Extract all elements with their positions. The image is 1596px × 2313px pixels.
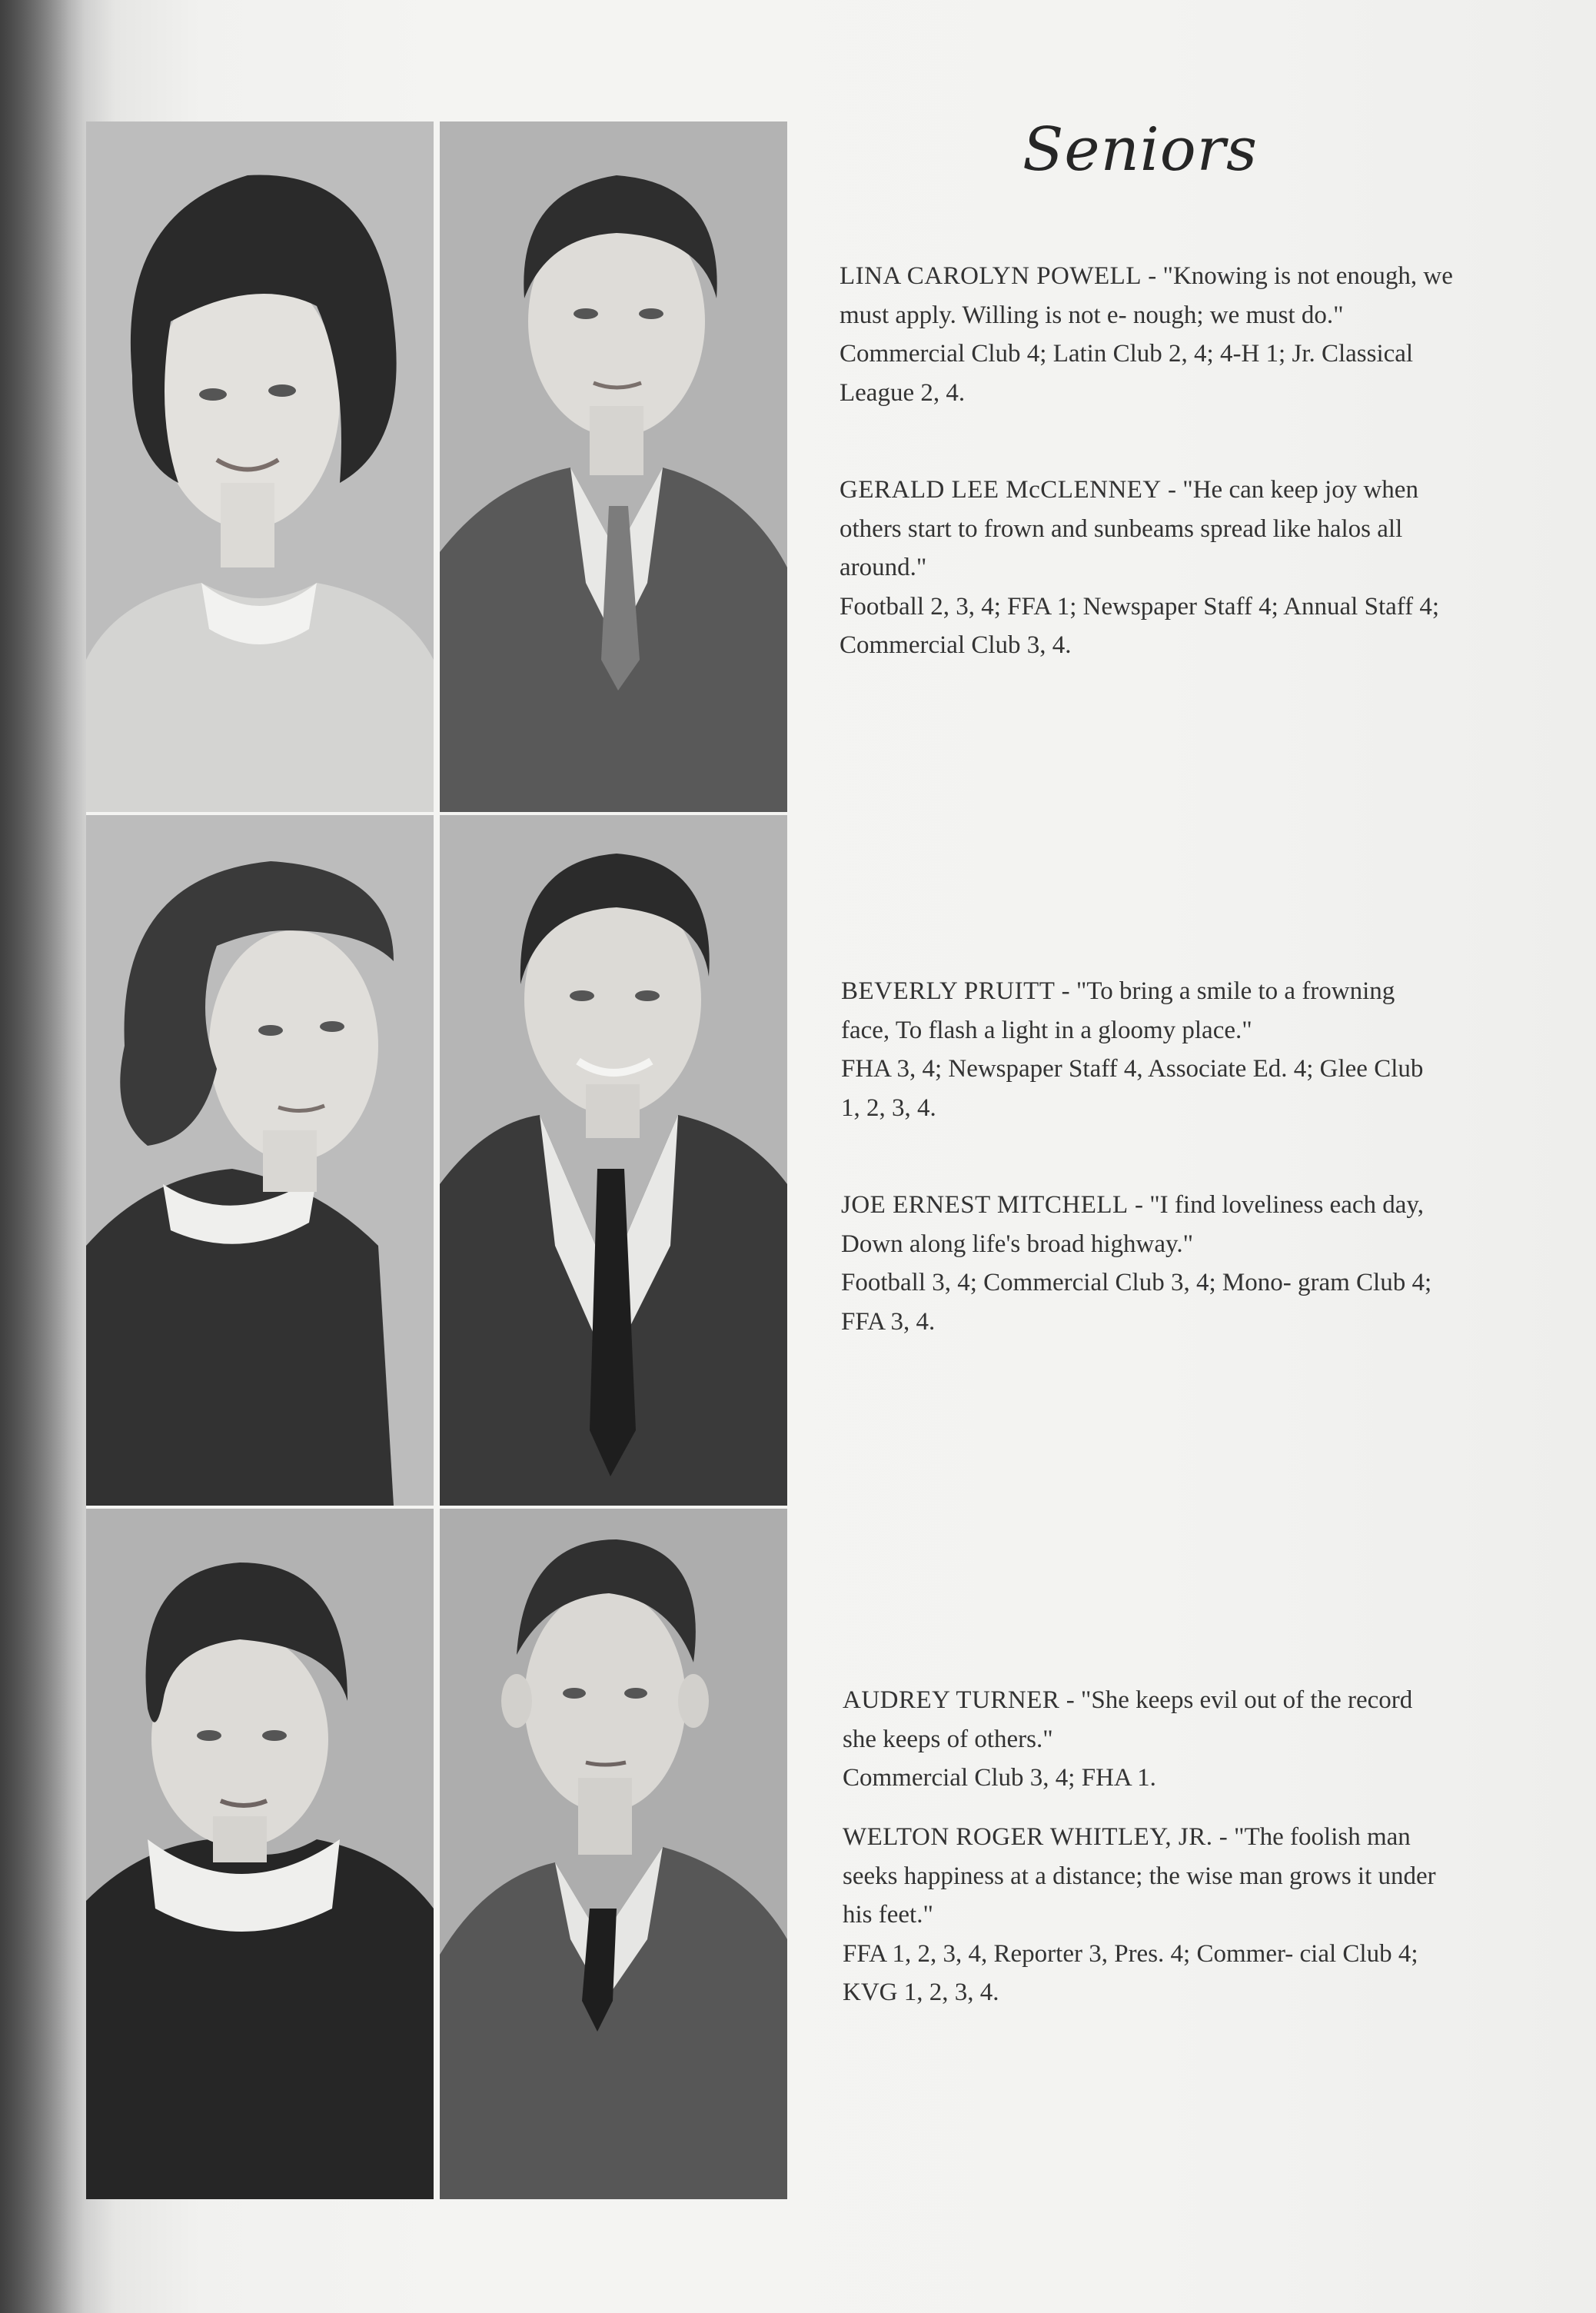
senior-quote: - "The foolish man seeks happiness at a distance; the wise man grows it under his feet." bbox=[843, 1823, 1436, 1929]
senior-name: WELTON ROGER WHITLEY, JR. bbox=[843, 1823, 1213, 1851]
portrait-welton-roger-whitley bbox=[440, 1509, 787, 2199]
portrait-photo bbox=[440, 1509, 787, 2199]
senior-activities: Commercial Club 4; Latin Club 2, 4; 4-H 1; Jr. Classical League 2, 4. bbox=[840, 340, 1414, 407]
portrait-grid bbox=[86, 121, 787, 2199]
portrait-audrey-turner bbox=[86, 1509, 434, 2199]
portrait-photo bbox=[440, 121, 787, 812]
senior-name: AUDREY TURNER bbox=[843, 1686, 1060, 1714]
senior-activities: Commercial Club 3, 4; FHA 1. bbox=[843, 1764, 1156, 1792]
senior-activities: Football 2, 3, 4; FFA 1; Newspaper Staff 4; Annual Staff 4; Commercial Club 3, 4. bbox=[840, 592, 1440, 659]
senior-quote: - "He can keep joy when others start to frown and sunbeams spread like halos all around." bbox=[840, 476, 1418, 581]
portrait-photo bbox=[86, 121, 434, 812]
senior-entry-1 bbox=[840, 257, 1455, 412]
senior-entry-4 bbox=[841, 1186, 1456, 1341]
portrait-photo bbox=[86, 1509, 434, 2199]
senior-entry-6 bbox=[843, 1818, 1458, 2012]
page-title: Seniors bbox=[1022, 115, 1259, 185]
portrait-gerald-lee-mcclenney bbox=[440, 121, 787, 812]
page-gutter-shadow bbox=[0, 0, 85, 2313]
senior-entry-2 bbox=[840, 471, 1455, 665]
senior-quote: - "Knowing is not enough, we must apply. Willing is not e- nough; we must do." bbox=[840, 262, 1453, 329]
senior-name: BEVERLY PRUITT bbox=[841, 977, 1056, 1005]
portrait-joe-ernest-mitchell bbox=[440, 815, 787, 1506]
senior-entry-3 bbox=[841, 972, 1441, 1127]
senior-quote: - "She keeps evil out of the record she keeps of others." bbox=[843, 1686, 1413, 1753]
portrait-beverly-pruitt bbox=[86, 815, 434, 1506]
portrait-photo bbox=[86, 815, 434, 1506]
senior-name: GERALD LEE McCLENNEY bbox=[840, 476, 1162, 504]
senior-quote: - "To bring a smile to a frowning face, To flash a light in a gloomy place." bbox=[841, 977, 1395, 1044]
senior-quote: - "I find loveliness each day, Down along life's broad highway." bbox=[841, 1191, 1425, 1258]
senior-activities: FHA 3, 4; Newspaper Staff 4, Associate Ed. 4; Glee Club 1, 2, 3, 4. bbox=[841, 1055, 1424, 1122]
senior-entry-5 bbox=[843, 1681, 1442, 1798]
senior-name: LINA CAROLYN POWELL bbox=[840, 262, 1142, 290]
portrait-lina-carolyn-powell bbox=[86, 121, 434, 812]
portrait-photo bbox=[440, 815, 787, 1506]
senior-activities: FFA 1, 2, 3, 4, Reporter 3, Pres. 4; Commer- cial Club 4; KVG 1, 2, 3, 4. bbox=[843, 1939, 1418, 2006]
senior-activities: Football 3, 4; Commercial Club 3, 4; Mono- gram Club 4; FFA 3, 4. bbox=[841, 1269, 1432, 1336]
senior-name: JOE ERNEST MITCHELL bbox=[841, 1191, 1129, 1219]
